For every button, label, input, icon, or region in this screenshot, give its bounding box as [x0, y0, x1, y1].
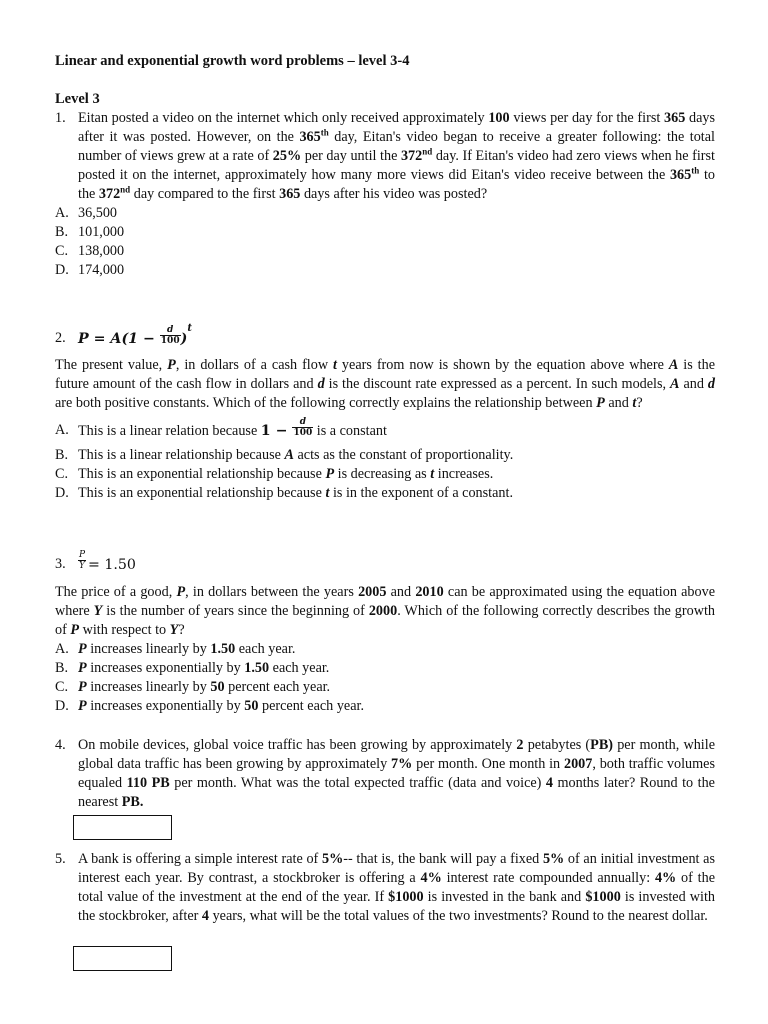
option-a: A. 36,500: [55, 205, 118, 221]
answer-box-q5[interactable]: [73, 946, 172, 971]
question-3: [55, 550, 715, 716]
question-text: The price of a good, P, in dollars between the years 2005 and 2010 can be approximated using the equation above where Y is the number of years since the beginning of 2000. Which of the following correctly describes the growth of P with respect to Y?: [55, 584, 715, 638]
option-b: B. P increases exponentially by 1.50 each year.: [55, 660, 330, 676]
question-2: [55, 325, 715, 503]
answer-box-q4[interactable]: [73, 815, 172, 840]
option-b: B. 101,000: [55, 224, 125, 240]
question-text: The present value, P, in dollars of a cash flow t years from now is shown by the equation above where A is the future amount of the cash flow in dollars and d is the discount rate expressed as a percent. In such models, A and d are both positive constants. Which of the following correctly explains the relationship between P and t?: [55, 357, 715, 411]
question-5: [55, 850, 715, 926]
question-4: [55, 736, 715, 812]
document-title: Linear and exponential growth word problems – level 3-4: [55, 53, 410, 69]
option-b: B. This is a linear relationship because A acts as the constant of proportionality.: [55, 447, 514, 463]
option-d: D. This is an exponential relationship because t is in the exponent of a constant.: [55, 485, 513, 501]
question-text: Eitan posted a video on the internet which only received approximately 100 views per day for the first 365 days after it was posted. However, on the 365th day, Eitan's video began to receive a greater following: the total number of views grew at a rate of 25% per day until the 372nd day. If Eitan's video had zero views when he first posted it on the internet, approximately how many more views did Eitan's video receive between the 365th to the 372nd day compared to the first 365 days after his video was posted?: [78, 110, 715, 202]
question-text: On mobile devices, global voice traffic has been growing by approximately 2 petabytes (PB) per month, while global data traffic has been growing by approximately 7% per month. One month in 2007, both traffic volumes equaled 110 PB per month. What was the total expected traffic (data and voice) 4 months later? Round to the nearest PB.: [78, 737, 715, 810]
option-d: D. 174,000: [55, 262, 125, 278]
equation: 2. P = A(1 − $\frac{d}{100}$ )$^t$: [55, 323, 192, 347]
option-c: C. This is an exponential relationship because P is decreasing as t increases.: [55, 466, 494, 482]
equation: 3. $\frac{P}{Y}$ = 1.50: [55, 550, 136, 573]
question-number: 1.: [55, 110, 66, 126]
option-a: A. This is a linear relation because 1 − $\frac{d}{100}$ is a constant: [55, 417, 387, 439]
question-1: [55, 109, 715, 280]
question-text: A bank is offering a simple interest rate of 5%-- that is, the bank will pay a fixed 5% of an initial investment as interest each year. By contrast, a stockbroker is offering a 4% interest rate compounded annually: 4% of the total value of the investment at the end of the year. If $1000 is invested in the bank and $1000 is invested with the stockbroker, after 4 years, what will be the total values of the two investments? Round to the nearest dollar.: [78, 851, 716, 924]
option-a: A. P increases linearly by 1.50 each year.: [55, 641, 296, 657]
option-c: C. 138,000: [55, 243, 125, 259]
level-heading: Level 3: [55, 91, 100, 107]
question-number: 4.: [55, 737, 66, 753]
question-number: 5.: [55, 851, 66, 867]
option-c: C. P increases linearly by 50 percent each year.: [55, 679, 331, 695]
option-d: D. P increases exponentially by 50 percent each year.: [55, 698, 364, 714]
